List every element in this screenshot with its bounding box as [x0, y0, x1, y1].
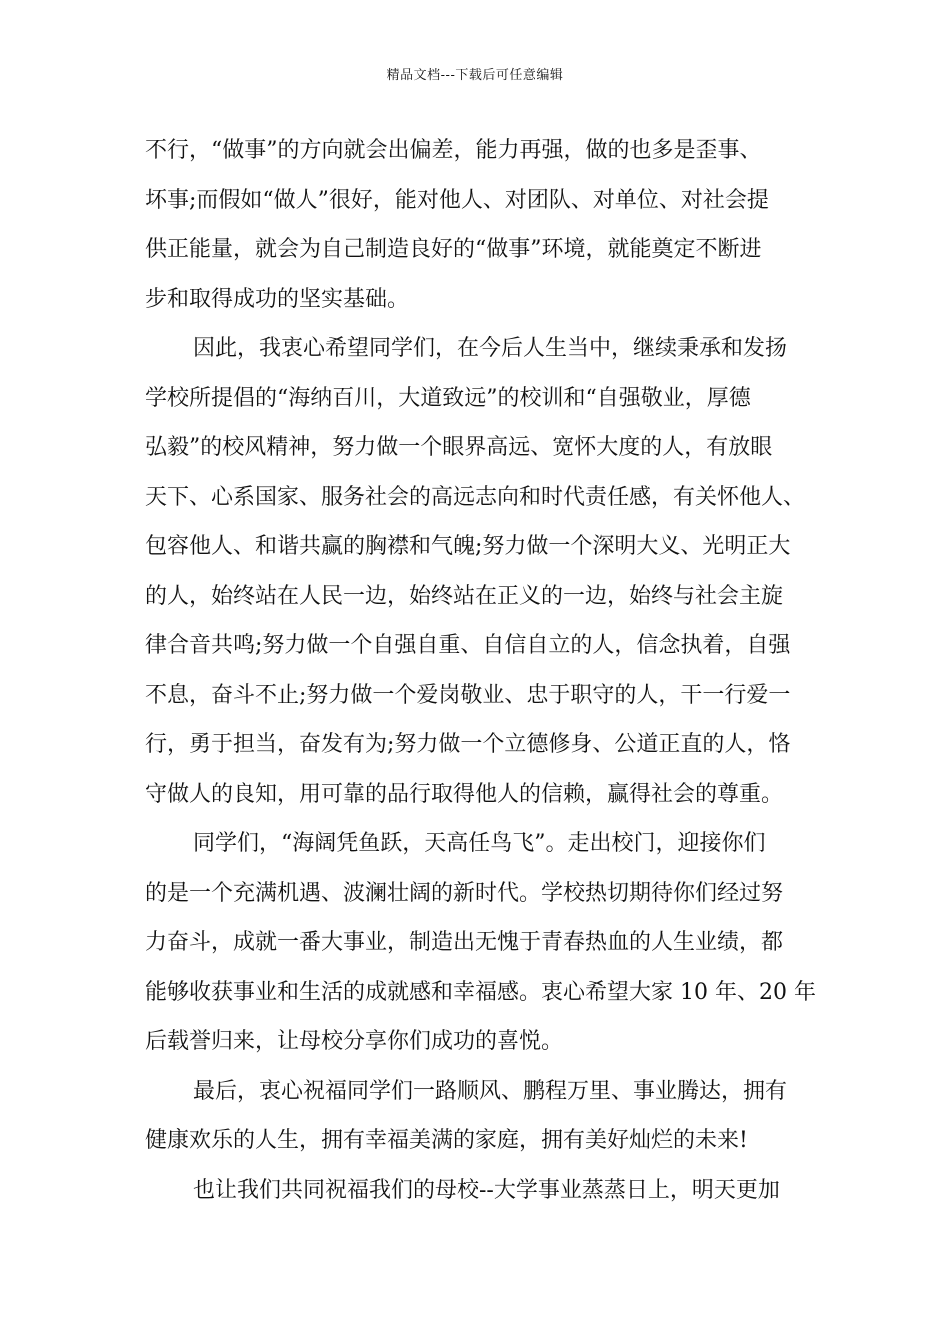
text-line: 供正能量，就会为自己制造良好的“做事”环境，就能奠定不断进: [145, 237, 762, 262]
paragraph-first-line: 也让我们共同祝福我们的母校--大学事业蒸蒸日上，明天更加: [193, 1177, 780, 1203]
text-line: 律合音共鸣;努力做一个自强自重、自信自立的人，信念执着，自强: [145, 633, 791, 658]
paragraph-first-line: 同学们，“海阔凭鱼跃，天高任鸟飞”。走出校门，迎接你们: [193, 831, 766, 856]
page-header: 精品文档---下载后可任意编辑: [386, 68, 564, 83]
document-body: [145, 126, 827, 1215]
text-line: 步和取得成功的坚实基础。: [145, 286, 410, 312]
text-line: 的是一个充满机遇、波澜壮阔的新时代。学校热切期待你们经过努: [145, 880, 784, 906]
text-line: 力奋斗，成就一番大事业，制造出无愧于青春热血的人生业绩，都: [145, 930, 784, 955]
text-line: 包容他人、和谐共赢的胸襟和气魄;努力做一个深明大义、光明正大: [145, 534, 791, 559]
text-line: 健康欢乐的人生，拥有幸福美满的家庭，拥有美好灿烂的未来!: [145, 1128, 748, 1153]
text-line: 学校所提倡的“海纳百川，大道致远”的校训和“自强敬业，厚德: [145, 385, 751, 411]
text-line: 坏事;而假如“做人”很好，能对他人、对团队、对单位、对社会提: [145, 187, 769, 213]
text-line: 的人，始终站在人民一边，始终站在正义的一边，始终与社会主旋: [145, 583, 784, 609]
text-line: 行，勇于担当，奋发有为;努力做一个立德修身、公道正直的人，恪: [145, 732, 791, 757]
text-line: 弘毅”的校风精神，努力做一个眼界高远、宽怀大度的人，有放眼: [145, 435, 773, 460]
paragraph-first-line: 最后，衷心祝福同学们一路顺风、鹏程万里、事业腾达，拥有: [193, 1078, 788, 1104]
paragraph-first-line: 因此，我衷心希望同学们，在今后人生当中，继续秉承和发扬: [193, 336, 788, 361]
text-line: 能够收获事业和生活的成就感和幸福感。衷心希望大家 10 年、20 年: [145, 979, 816, 1005]
text-line: 后载誉归来，让母校分享你们成功的喜悦。: [145, 1029, 564, 1054]
text-line: 不息，奋斗不止;努力做一个爱岗敬业、忠于职守的人，干一行爱一: [145, 682, 791, 708]
text-line: 天下、心系国家、服务社会的高远志向和时代责任感，有关怀他人、: [145, 484, 806, 510]
text-line: 不行，“做事”的方向就会出偏差，能力再强，做的也多是歪事、: [145, 138, 762, 163]
text-line: 守做人的良知，用可靠的品行取得他人的信赖，赢得社会的尊重。: [145, 781, 784, 807]
